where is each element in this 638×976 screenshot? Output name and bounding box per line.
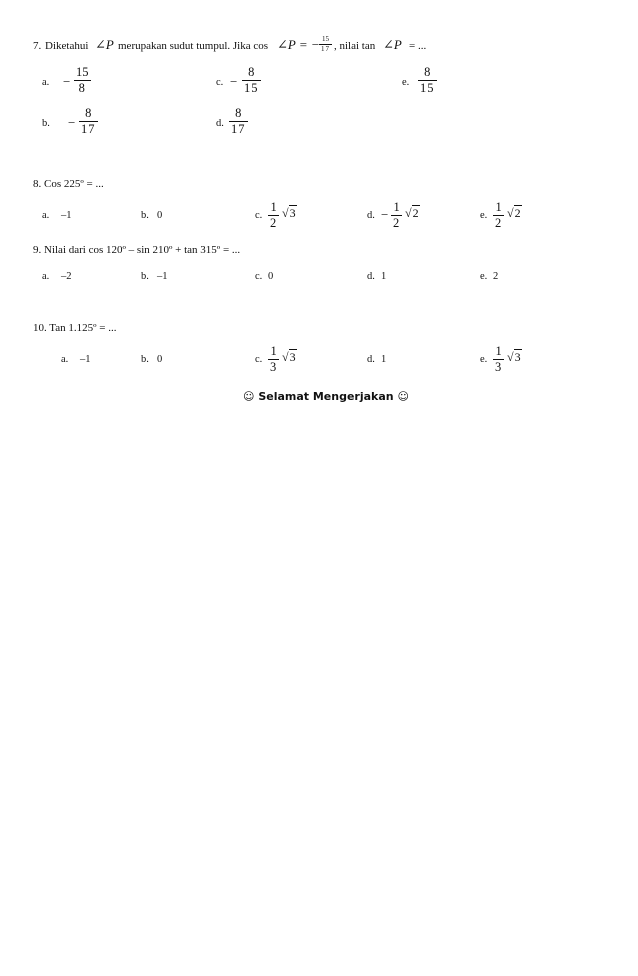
fraction: 15 8 [76, 65, 89, 95]
option-value: –1 [80, 354, 91, 365]
option-label: e. [402, 77, 410, 88]
question-text: merupakan sudut tumpul. Jika cos [118, 40, 269, 52]
square-root: √2 [405, 206, 419, 220]
square-root: √2 [507, 206, 521, 220]
cos-expression: ∠P = − [277, 37, 320, 52]
option-label: e. [480, 210, 488, 221]
smiley-icon: ☺ [397, 390, 409, 403]
question-number: 7. [33, 40, 42, 52]
minus-sign: − [381, 207, 389, 222]
option-label: b. [141, 210, 149, 221]
option-label: b. [141, 271, 149, 282]
option-label: a. [42, 210, 50, 221]
option-label: a. [42, 77, 50, 88]
fraction: 8 15 [420, 65, 435, 95]
fraction: 1 2 [270, 200, 278, 230]
option-label: e. [480, 271, 488, 282]
fraction: 8 17 [81, 106, 96, 136]
option-label: d. [367, 354, 375, 365]
option-label: c. [255, 271, 263, 282]
option-label: c. [216, 77, 224, 88]
angle-symbol: ∠P [383, 37, 402, 52]
option-value: 0 [157, 210, 163, 221]
option-label: a. [61, 354, 69, 365]
square-root: √3 [282, 350, 296, 364]
option-label: d. [367, 210, 375, 221]
fraction: 1 2 [393, 200, 401, 230]
question-text: 8. Cos 225º = ... [33, 178, 104, 190]
option-value: –1 [157, 271, 168, 282]
option-label: d. [216, 118, 224, 129]
minus-sign: − [230, 74, 238, 89]
fraction: 15 17 [321, 35, 330, 53]
fraction: 8 15 [244, 65, 259, 95]
option-label: b. [42, 118, 50, 129]
fraction: 1 3 [495, 344, 503, 374]
question-text: = ... [409, 40, 427, 52]
option-value: –1 [61, 210, 72, 221]
option-label: c. [255, 210, 263, 221]
closing-message [243, 390, 409, 403]
question-text: , nilai tan [334, 40, 376, 52]
option-label: b. [141, 354, 149, 365]
option-label: a. [42, 271, 50, 282]
fraction: 1 2 [495, 200, 503, 230]
option-label: d. [367, 271, 375, 282]
closing-text: Selamat Mengerjakan [258, 390, 394, 403]
minus-sign: − [68, 115, 76, 130]
question-text: Diketahui [45, 40, 89, 52]
question-text: 9. Nilai dari cos 120º – sin 210º + tan 315º = ... [33, 244, 241, 256]
option-value: 1 [381, 271, 387, 282]
option-value: 1 [381, 354, 387, 365]
minus-sign: − [63, 74, 71, 89]
option-value: –2 [61, 271, 72, 282]
option-label: c. [255, 354, 263, 365]
square-root: √3 [282, 206, 296, 220]
question-text: 10. Tan 1.125º = ... [33, 322, 117, 334]
square-root: √3 [507, 350, 521, 364]
option-value: 0 [157, 354, 163, 365]
angle-symbol: ∠P [95, 37, 114, 52]
option-value: 0 [268, 271, 274, 282]
smiley-icon: ☺ [243, 390, 255, 403]
fraction: 1 3 [270, 344, 278, 374]
fraction: 8 17 [231, 106, 246, 136]
option-value: 2 [493, 271, 499, 282]
option-label: e. [480, 354, 488, 365]
